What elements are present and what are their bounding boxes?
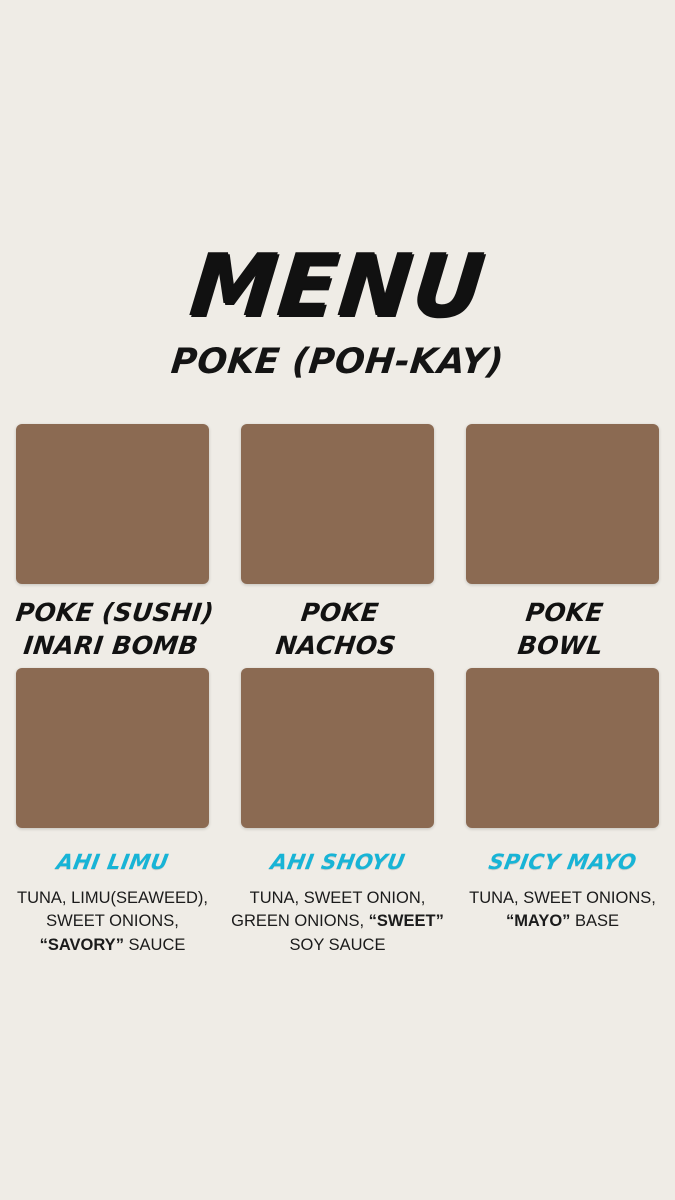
poke-bowl-photo [466, 424, 659, 584]
poke-nachos-photo [241, 424, 434, 584]
ahi-limu-photo [16, 668, 209, 828]
poke-bowl-label-line2: BOWL [516, 631, 605, 660]
spicy-mayo-description: TUNA, SWEET ONIONS, “MAYO” BASE [469, 889, 656, 931]
poke-sushi-inari-bomb-photo [16, 424, 209, 584]
poke-nachos-label [274, 596, 402, 662]
poke-bowl-label-line1: POKE [524, 598, 605, 627]
menu-item-poke-bowl [450, 424, 675, 662]
bottom-item-row [0, 668, 675, 957]
ahi-limu-label: AHI LIMU [54, 850, 171, 874]
poke-nachos-label-line1: POKE [299, 598, 380, 627]
menu-item-spicy-mayo [450, 668, 675, 957]
menu-item-ahi-limu [0, 668, 225, 957]
ahi-limu-description: TUNA, LIMU(SEAWEED), SWEET ONIONS, “SAVORY” SAUCE [17, 889, 208, 954]
menu-item-poke-nachos [225, 424, 450, 662]
spicy-mayo-photo [466, 668, 659, 828]
ahi-shoyu-photo [241, 668, 434, 828]
page-subtitle: POKE (POH-KAY) [169, 341, 506, 382]
menu-item-ahi-shoyu [225, 668, 450, 957]
menu-item-inari-bomb [0, 424, 225, 662]
ahi-shoyu-label: AHI SHOYU [268, 850, 407, 874]
ahi-shoyu-description: TUNA, SWEET ONION, GREEN ONIONS, “SWEET” SOY SAUCE [231, 889, 444, 954]
poke-bowl-label [516, 596, 609, 662]
top-item-row [0, 424, 675, 662]
menu-header [0, 236, 675, 382]
inari-bomb-label-line1: POKE (SUSHI) [13, 598, 216, 627]
spicy-mayo-label: SPICY MAYO [486, 850, 639, 874]
inari-bomb-label-line2: INARI BOMB [21, 631, 200, 660]
poke-nachos-label-line2: NACHOS [273, 631, 398, 660]
page-title: MENU [185, 236, 490, 336]
inari-bomb-label [10, 596, 216, 662]
